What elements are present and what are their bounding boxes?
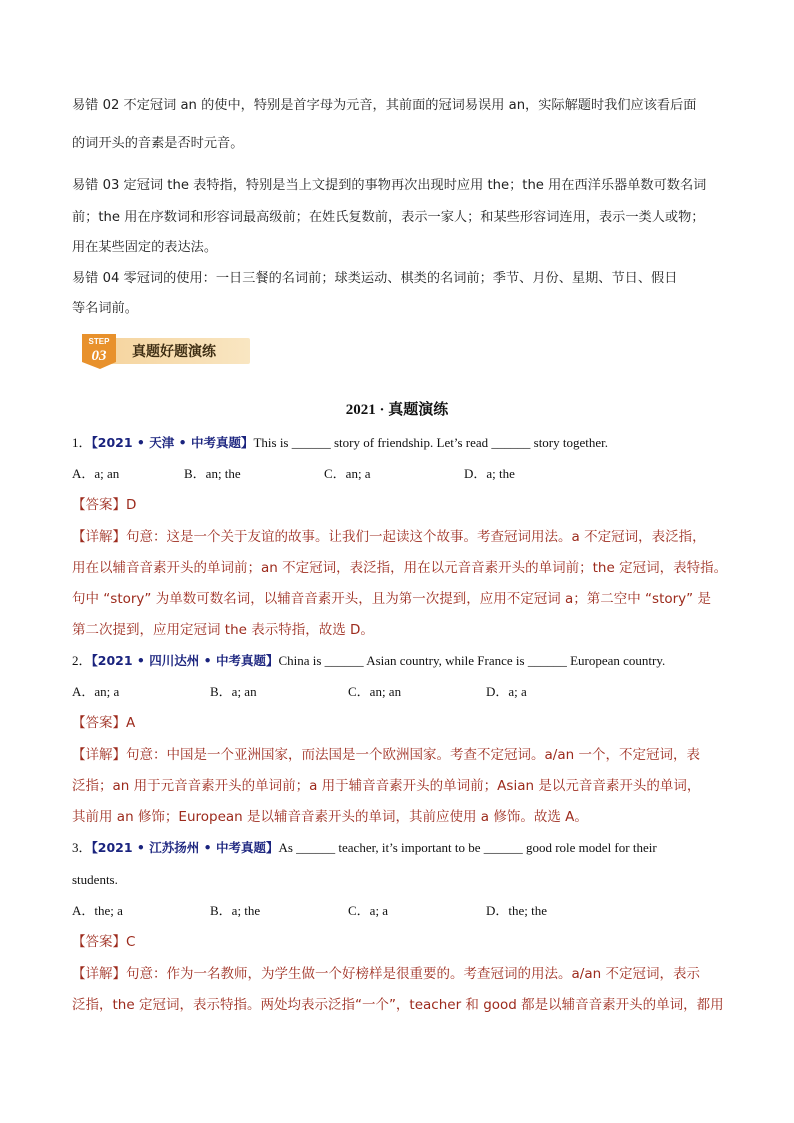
step-label: 真题好题演练: [132, 344, 216, 360]
question-3-continued: students.: [72, 872, 118, 887]
intro-line-1: 易错 02 不定冠词 an 的使中，特别是首字母为元音，其前面的冠词易误用 an，实际解题时我们应该看后面: [72, 98, 697, 113]
question-number: 1．: [72, 435, 92, 450]
option-c: C．an; an: [348, 684, 402, 699]
explanation-1-line-1: 【详解】句意：这是一个关于友谊的故事。让我们一起读这个故事。考查冠词用法。a 不定冠词，表泛指，: [72, 529, 706, 545]
option-a: A．an; a: [72, 684, 120, 699]
section-title: 2021 · 真题演练: [345, 402, 449, 418]
question-text: China is ______ Asian country, while France is ______ European country.: [278, 653, 666, 668]
question-2-options: [72, 682, 722, 702]
explanation-1-line-3: 句中 “story” 为单数可数名词，以辅音音素开头，且为第一次提到，应用不定冠词 a；第二空中 “story” 是: [72, 591, 711, 607]
intro-line-5: 用在某些固定的表达法。: [72, 240, 218, 255]
explanation-2-line-1: 【详解】句意：中国是一个亚洲国家，而法国是一个欧洲国家。考查不定冠词。a/an 一个，不定冠词，表: [72, 747, 700, 763]
question-number: 3．: [72, 840, 92, 855]
option-b: B．an; the: [184, 466, 241, 481]
explanation-2-line-2: 泛指；an 用于元音音素开头的单词前；a 用于辅音音素开头的单词前；Asian 是以元音音素开头的单词，: [72, 778, 701, 794]
explanation-3-line-1: 【详解】句意：作为一名教师，为学生做一个好榜样是很重要的。考查冠词的用法。a/an 不定冠词，表示: [72, 966, 700, 982]
option-b: B．a; the: [210, 903, 261, 918]
question-source: 【2021 • 江苏扬州 • 中考真题】: [91, 840, 279, 855]
intro-line-6: 易错 04 零冠词的使用：一日三餐的名词前；球类运动、棋类的名词前；季节、月份、星期、节日、假日: [72, 271, 678, 286]
option-d: D．a; a: [486, 684, 527, 699]
intro-line-3: 易错 03 定冠词 the 表特指，特别是当上文提到的事物再次出现时应用 the；the 用在西洋乐器单数可数名词: [72, 178, 707, 193]
question-3: [72, 838, 657, 858]
question-1-options: [72, 464, 722, 484]
explanation-3-line-2: 泛指，the 定冠词，表示特指。两处均表示泛指“一个”，teacher 和 good 都是以辅音音素开头的单词，都用: [72, 997, 724, 1013]
question-text: As ______ teacher, it’s important to be ______ good role model for their: [278, 840, 657, 855]
question-text: This is ______ story of friendship. Let’s read ______ story together.: [253, 435, 609, 450]
answer-1: 【答案】D: [72, 497, 137, 513]
step-banner: [80, 332, 250, 370]
option-d: D．a; the: [464, 466, 515, 481]
explanation-2-line-3: 其前用 an 修饰；European 是以辅音音素开头的单词，其前应使用 a 修饰。故选 A。: [72, 809, 588, 825]
intro-line-4: 前；the 用在序数词和形容词最高级前；在姓氏复数前，表示一家人；和某些形容词连用，表示一类人或物；: [72, 210, 705, 225]
option-a: A．the; a: [72, 903, 123, 918]
option-b: B．a; an: [210, 684, 257, 699]
option-a: A．a; an: [72, 466, 120, 481]
question-number: 2．: [72, 653, 92, 668]
answer-3: 【答案】C: [72, 934, 136, 950]
question-3-options: [72, 901, 722, 921]
explanation-1-line-2: 用在以辅音音素开头的单词前；an 不定冠词，表泛指，用在以元音音素开头的单词前；the 定冠词，表特指。: [72, 560, 728, 576]
question-2: [72, 651, 665, 671]
answer-2: 【答案】A: [72, 715, 136, 731]
option-d: D．the; the: [486, 903, 548, 918]
intro-line-7: 等名词前。: [72, 301, 138, 316]
question-source: 【2021 • 天津 • 中考真题】: [91, 435, 254, 450]
option-c: C．a; a: [348, 903, 389, 918]
intro-line-2: 的词开头的音素是否时元音。: [72, 136, 244, 151]
question-1: [72, 433, 608, 453]
step-badge-icon: [80, 332, 120, 370]
step-tag-text: STEP: [88, 337, 110, 346]
explanation-1-line-4: 第二次提到，应用定冠词 the 表示特指，故选 D。: [72, 622, 374, 638]
question-source: 【2021 • 四川达州 • 中考真题】: [91, 653, 279, 668]
option-c: C．an; a: [324, 466, 371, 481]
step-number-text: 03: [91, 348, 107, 364]
